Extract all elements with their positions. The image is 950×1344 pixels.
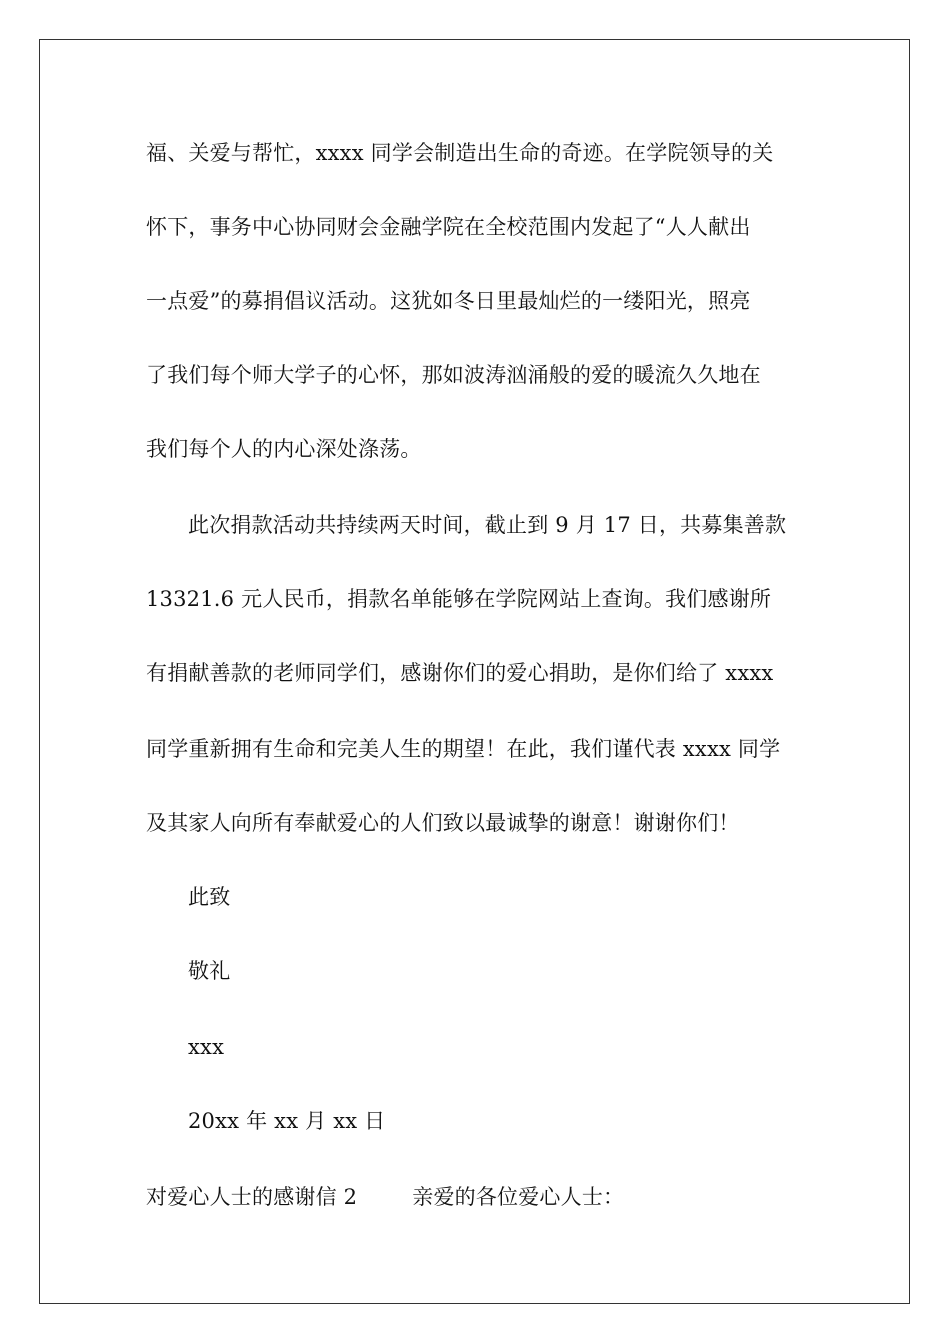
paragraph-line: 了我们每个师大学子的心怀，那如波涛汹涌般的爱的暖流久久地在: [146, 363, 761, 387]
closing-regards: 敬礼: [188, 959, 231, 983]
next-letter-heading: 对爱心人士的感谢信 2 亲爱的各位爱心人士：: [146, 1185, 625, 1209]
paragraph-line: 一点爱”的募捐倡议活动。这犹如冬日里最灿烂的一缕阳光，照亮: [146, 289, 751, 313]
paragraph-line: 福、关爱与帮忙，xxxx 同学会制造出生命的奇迹。在学院领导的关: [146, 141, 774, 165]
signature: xxx: [188, 1035, 225, 1059]
paragraph-line: 同学重新拥有生命和完美人生的期望！在此，我们谨代表 xxxx 同学: [146, 737, 781, 761]
closing-salutation: 此致: [188, 885, 231, 909]
paragraph-line: 及其家人向所有奉献爱心的人们致以最诚挚的谢意！谢谢你们！: [146, 811, 740, 835]
paragraph-line: 13321.6 元人民币，捐款名单能够在学院网站上查询。我们感谢所: [146, 587, 772, 611]
date-line: 20xx 年 xx 月 xx 日: [188, 1109, 386, 1133]
paragraph-line: 此次捐款活动共持续两天时间，截止到 9 月 17 日，共募集善款: [188, 513, 787, 537]
paragraph-line: 有捐献善款的老师同学们，感谢你们的爱心捐助，是你们给了 xxxx: [146, 661, 774, 685]
paragraph-line: 我们每个人的内心深处涤荡。: [146, 437, 422, 461]
paragraph-line: 怀下，事务中心协同财会金融学院在全校范围内发起了“人人献出: [146, 215, 751, 239]
